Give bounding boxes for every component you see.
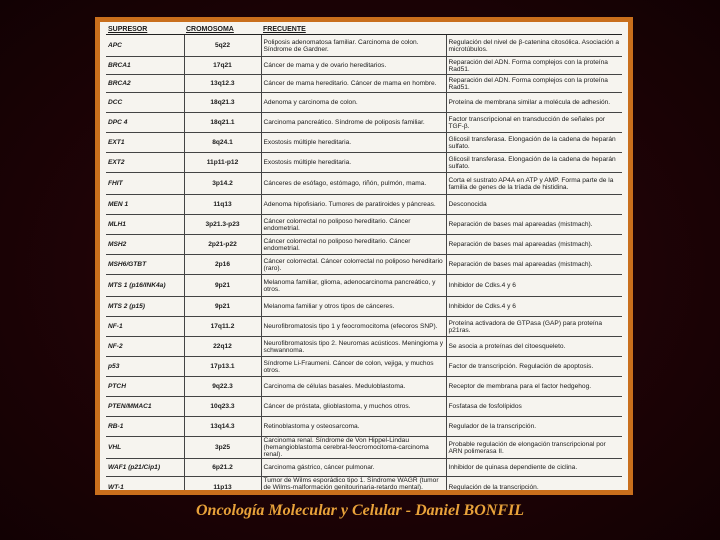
gene-cell: PTEN/MMAC1 [106,397,184,417]
table-body [106,35,622,491]
function-cell: Regulador de la transcripción. [446,417,622,437]
gene-cell: DPC 4 [106,113,184,133]
function-cell: Reparación de bases mal apareadas (mistmach). [446,235,622,255]
function-cell: Proteína de membrana similar a molécula de adhesión. [446,93,622,113]
locus-cell: 11p11-p12 [184,153,261,173]
function-cell: Reparación de bases mal apareadas (mistmach). [446,255,622,275]
table-row [106,113,622,133]
cancer-cell: Síndrome Li-Fraumeni. Cáncer de colon, vejiga, y muchos otros. [261,357,446,377]
gene-cell: BRCA2 [106,75,184,93]
cancer-cell: Carcinoma renal. Síndrome de Von Hippel-Lindau (hemangioblastoma cerebral-feocromocitoma-carcinoma renal). [261,437,446,459]
locus-cell: 13q12.3 [184,75,261,93]
cancer-cell: Cánceres de esófago, estómago, riñón, pulmón, mama. [261,173,446,195]
gene-cell: WT-1 [106,477,184,491]
function-cell: Fosfatasa de fosfolípidos [446,397,622,417]
table-row [106,357,622,377]
locus-cell: 3p25 [184,437,261,459]
header-gene: SUPRESOR [106,26,184,35]
cancer-cell: Adenoma hipofisiario. Tumores de paratiroides y páncreas. [261,195,446,215]
cancer-cell: Cáncer colorrectal. Cáncer colorrectal no poliposo hereditario (raro). [261,255,446,275]
caption-title: Oncología Molecular y Celular [195,502,402,519]
cancer-cell: Retinoblastoma y osteosarcoma. [261,417,446,437]
gene-cell: MTS 2 (p15) [106,297,184,317]
function-cell: Probable regulación de elongación transcripcional por ARN polimerasa II. [446,437,622,459]
table-row [106,297,622,317]
gene-cell: PTCH [106,377,184,397]
gene-cell: DCC [106,93,184,113]
cancer-cell: Adenoma y carcinoma de colon. [261,93,446,113]
cancer-cell: Neurofibromatosis tipo 1 y feocromocitoma (efecoros SNP). [261,317,446,337]
scanned-table-image [100,22,628,490]
locus-cell: 13q14.3 [184,417,261,437]
table-row [106,377,622,397]
locus-cell: 10q23.3 [184,397,261,417]
gene-cell: EXT2 [106,153,184,173]
function-cell: Desconocida [446,195,622,215]
locus-cell: 3p21.3-p23 [184,215,261,235]
caption-author: Daniel BONFIL [415,502,524,519]
table-row [106,35,622,57]
locus-cell: 17p13.1 [184,357,261,377]
cancer-cell: Exostosis múltiple hereditaria. [261,153,446,173]
locus-cell: 22q12 [184,337,261,357]
table-row [106,417,622,437]
locus-cell: 17q21 [184,57,261,75]
gene-cell: RB-1 [106,417,184,437]
gene-cell: VHL [106,437,184,459]
cancer-cell: Carcinoma pancreático. Síndrome de poliposis familiar. [261,113,446,133]
gene-cell: MLH1 [106,215,184,235]
function-cell: Regulación del nivel de β-catenina citosólica. Asociación a microtúbulos. [446,35,622,57]
document-frame [95,17,633,495]
cancer-cell: Melanoma familiar, glioma, adenocarcinoma pancreático, y otros. [261,275,446,297]
function-cell: Inhibidor de Cdks.4 y 6 [446,297,622,317]
function-cell: Receptor de membrana para el factor hedgehog. [446,377,622,397]
table-row [106,235,622,255]
locus-cell: 2p21-p22 [184,235,261,255]
gene-cell: MSH6/GTBT [106,255,184,275]
cancer-cell: Melanoma familiar y otros tipos de cánceres. [261,297,446,317]
locus-cell: 9p21 [184,297,261,317]
locus-cell: 9q22.3 [184,377,261,397]
cancer-cell: Exostosis múltiple hereditaria. [261,133,446,153]
header-chromosome: CROMOSOMA [184,26,261,35]
cancer-cell: Poliposis adenomatosa familiar. Carcinoma de colon. Síndrome de Gardner. [261,35,446,57]
table-row [106,255,622,275]
locus-cell: 18q21.3 [184,93,261,113]
locus-cell: 6p21.2 [184,459,261,477]
function-cell: Glicosil transferasa. Elongación de la cadena de heparán sulfato. [446,133,622,153]
tumor-suppressor-table [106,26,622,490]
locus-cell: 5q22 [184,35,261,57]
gene-cell: MEN 1 [106,195,184,215]
gene-cell: WAF1 (p21/Cip1) [106,459,184,477]
caption-separator: - [401,502,416,519]
locus-cell: 11q13 [184,195,261,215]
locus-cell: 17q11.2 [184,317,261,337]
function-cell: Proteína activadora de GTPasa (GAP) para proteína p21ras. [446,317,622,337]
cancer-cell: Cáncer de mama hereditario. Cáncer de mama en hombre. [261,75,446,93]
gene-cell: NF-1 [106,317,184,337]
table-row [106,93,622,113]
cancer-cell: Cáncer de mama y de ovario hereditarios. [261,57,446,75]
gene-cell: MSH2 [106,235,184,255]
cancer-cell: Carcinoma de células basales. Meduloblastoma. [261,377,446,397]
table-row [106,215,622,235]
table-row [106,459,622,477]
locus-cell: 11p13 [184,477,261,491]
cancer-cell: Cáncer colorrectal no poliposo hereditario. Cáncer endometrial. [261,235,446,255]
function-cell: Inhibidor de quinasa dependiente de ciclina. [446,459,622,477]
table-row [106,75,622,93]
table-row [106,275,622,297]
function-cell: Reparación de bases mal apareadas (mistmach). [446,215,622,235]
table-row [106,173,622,195]
gene-cell: NF-2 [106,337,184,357]
function-cell: Inhibidor de Cdks.4 y 6 [446,275,622,297]
table-row [106,57,622,75]
gene-cell: FHIT [106,173,184,195]
function-cell: Regulación de la transcripción. [446,477,622,491]
gene-cell: p53 [106,357,184,377]
slide-caption [0,502,720,520]
function-cell: Reparación del ADN. Forma complejos con la proteína Rad51. [446,57,622,75]
locus-cell: 3p14.2 [184,173,261,195]
locus-cell: 9p21 [184,275,261,297]
function-cell: Se asocia a proteínas del citoesqueleto. [446,337,622,357]
locus-cell: 18q21.1 [184,113,261,133]
gene-cell: MTS 1 (p16/INK4a) [106,275,184,297]
gene-cell: EXT1 [106,133,184,153]
function-cell: Reparación del ADN. Forma complejos con la proteína Rad51. [446,75,622,93]
function-cell: Glicosil transferasa. Elongación de la cadena de heparán sulfato. [446,153,622,173]
cancer-cell: Cáncer colorrectal no poliposo hereditario. Cáncer endometrial. [261,215,446,235]
header-function [446,26,622,35]
table-header-row [106,26,622,35]
cancer-cell: Neurofibromatosis tipo 2. Neuromas acústicos. Meningioma y schwannoma. [261,337,446,357]
function-cell: Factor transcripcional en transducción de señales por TGF-β. [446,113,622,133]
cancer-cell: Carcinoma gástrico, cáncer pulmonar. [261,459,446,477]
table-row [106,477,622,491]
function-cell: Corta el sustrato AP4A en ATP y AMP. Forma parte de la familia de genes de la tríada de histidina. [446,173,622,195]
table-row [106,195,622,215]
cancer-cell: Tumor de Wilms esporádico tipo 1. Síndrome WAGR (tumor de Wilms-malformación genitourinaria-retardo mental). [261,477,446,491]
function-cell: Factor de transcripción. Regulación de apoptosis. [446,357,622,377]
table-row [106,337,622,357]
table-row [106,437,622,459]
table-row [106,153,622,173]
gene-cell: BRCA1 [106,57,184,75]
table-row [106,317,622,337]
header-cancer: FRECUENTE [261,26,446,35]
locus-cell: 8q24.1 [184,133,261,153]
table-row [106,133,622,153]
cancer-cell: Cáncer de próstata, glioblastoma, y muchos otros. [261,397,446,417]
gene-cell: APC [106,35,184,57]
locus-cell: 2p16 [184,255,261,275]
table-row [106,397,622,417]
